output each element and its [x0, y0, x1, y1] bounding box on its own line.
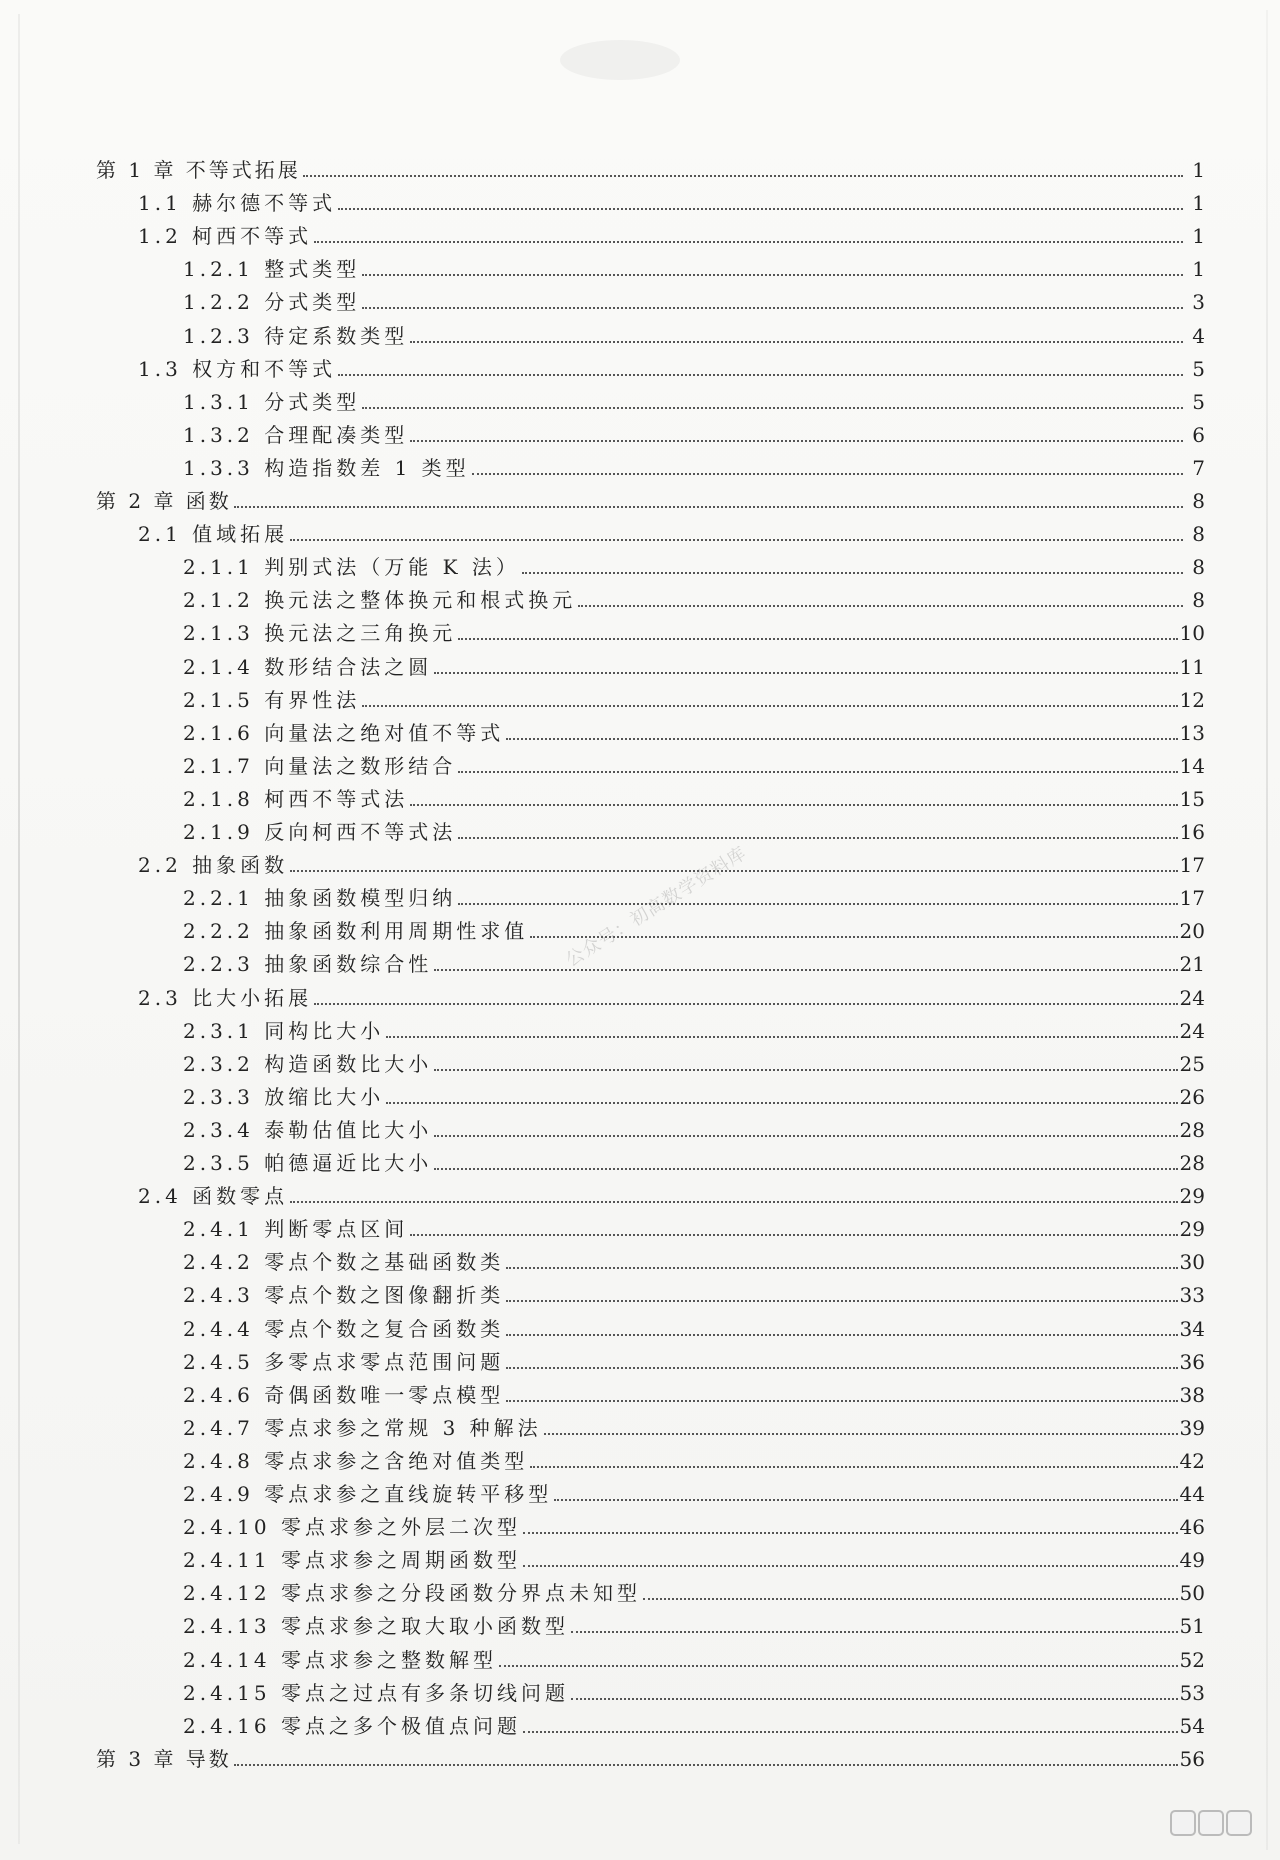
toc-subsection-entry[interactable] — [183, 1110, 1205, 1142]
toc-subsection-entry[interactable] — [183, 1242, 1205, 1274]
toc-page-number: 24 — [1179, 985, 1205, 1010]
toc-dot-leader — [434, 969, 1177, 971]
toc-entry-label: 1.2.3 待定系数类型 — [183, 323, 409, 348]
toc-dot-leader — [410, 804, 1177, 806]
toc-subsection-entry[interactable] — [183, 282, 1205, 314]
toc-page-number: 6 — [1192, 422, 1205, 447]
toc-entry-label: 2.4.11 零点求参之周期函数型 — [183, 1548, 521, 1573]
toc-entry-label: 2.4.9 零点求参之直线旋转平移型 — [183, 1482, 553, 1506]
toc-entry-label: 2.3.3 放缩比大小 — [183, 1084, 385, 1109]
toc-page-number: 51 — [1179, 1614, 1205, 1639]
toc-subsection-entry[interactable] — [183, 1706, 1205, 1738]
toc-page-number: 1 — [1192, 158, 1205, 182]
toc-page-number: 24 — [1179, 1018, 1205, 1043]
toc-entry-label: 2.4.2 零点个数之基础函数类 — [183, 1250, 505, 1275]
toc-entry-label: 2.3.4 泰勒估值比大小 — [183, 1117, 433, 1142]
toc-dot-leader — [506, 1400, 1177, 1402]
toc-dot-leader — [362, 307, 1183, 309]
scan-smudge — [560, 40, 680, 80]
toc-subsection-entry[interactable] — [183, 1540, 1205, 1572]
toc-entry-label: 2.1.7 向量法之数形结合 — [183, 753, 457, 778]
toc-subsection-entry[interactable] — [183, 316, 1205, 348]
toc-dot-leader — [472, 473, 1183, 475]
toc-subsection-entry[interactable] — [183, 1474, 1205, 1506]
toc-subsection-entry[interactable] — [183, 415, 1205, 447]
toc-entry-label: 2.4.10 零点求参之外层二次型 — [183, 1515, 521, 1540]
toc-subsection-entry[interactable] — [183, 812, 1205, 844]
toc-page-number: 17 — [1179, 853, 1205, 878]
toc-subsection-entry[interactable] — [183, 713, 1205, 745]
toc-entry-label: 2.1.3 换元法之三角换元 — [183, 621, 457, 646]
toc-dot-leader — [290, 539, 1183, 541]
toc-dot-leader — [410, 341, 1183, 343]
toc-dot-leader — [458, 837, 1177, 839]
toc-page-number: 5 — [1192, 356, 1205, 381]
toc-dot-leader — [523, 1532, 1178, 1534]
toc-entry-label: 2.3.2 构造函数比大小 — [183, 1051, 433, 1076]
toc-page-number: 46 — [1179, 1515, 1205, 1540]
toc-entry-label: 2.1.2 换元法之整体换元和根式换元 — [183, 588, 577, 613]
toc-page-number: 13 — [1179, 720, 1205, 745]
toc-entry-label: 2.3.1 同构比大小 — [183, 1018, 385, 1043]
toc-entry-label: 1.2.1 整式类型 — [183, 257, 361, 282]
toc-subsection-entry[interactable] — [183, 1640, 1205, 1672]
toc-entry-label: 2.4 函数零点 — [138, 1184, 289, 1209]
toc-dot-leader — [499, 1665, 1178, 1667]
toc-entry-label: 1.3 权方和不等式 — [138, 356, 337, 381]
toc-entry-label: 2.4.16 零点之多个极值点问题 — [183, 1713, 521, 1738]
toc-dot-leader — [544, 1433, 1178, 1435]
toc-section-entry[interactable] — [138, 349, 1205, 381]
toc-dot-leader — [434, 1069, 1177, 1071]
toc-entry-label: 2.1.1 判别式法（万能 K 法） — [183, 555, 520, 580]
toc-entry-label: 1.3.3 构造指数差 1 类型 — [183, 455, 470, 480]
toc-page-number: 29 — [1179, 1217, 1205, 1242]
toc-page-number: 44 — [1179, 1482, 1205, 1506]
toc-dot-leader — [523, 1565, 1178, 1567]
toc-dot-leader — [506, 1334, 1177, 1336]
toc-dot-leader — [434, 1135, 1177, 1137]
toc-subsection-entry[interactable] — [183, 1209, 1205, 1241]
toc-page-number: 3 — [1192, 290, 1205, 315]
toc-entry-label: 第 3 章 导数 — [96, 1746, 232, 1771]
toc-page-number: 53 — [1179, 1680, 1205, 1705]
toc-entry-label: 2.4.13 零点求参之取大取小函数型 — [183, 1614, 569, 1639]
toc-page-number: 42 — [1179, 1448, 1205, 1473]
toc-subsection-entry[interactable] — [183, 911, 1205, 943]
toc-dot-leader — [506, 1367, 1177, 1369]
toc-entry-label: 2.4.1 判断零点区间 — [183, 1217, 409, 1242]
scan-edge-left — [18, 14, 20, 1844]
toc-page-number: 4 — [1192, 323, 1205, 348]
toc-entry-label: 2.2 抽象函数 — [138, 853, 289, 878]
toc-subsection-entry[interactable] — [183, 1077, 1205, 1109]
toc-dot-leader — [434, 1168, 1177, 1170]
corner-mark — [1226, 1810, 1252, 1836]
toc-page-number: 56 — [1179, 1746, 1205, 1771]
toc-page-number: 8 — [1192, 588, 1205, 613]
toc-dot-leader — [338, 208, 1183, 210]
toc-page-number: 39 — [1179, 1415, 1205, 1440]
toc-dot-leader — [458, 903, 1177, 905]
scan-edge-right — [1266, 10, 1268, 1850]
toc-chapter-entry[interactable] — [96, 150, 1205, 182]
toc-subsection-entry[interactable] — [183, 1044, 1205, 1076]
toc-page-number: 54 — [1179, 1713, 1205, 1738]
toc-dot-leader — [410, 1234, 1177, 1236]
toc-section-entry[interactable] — [138, 183, 1205, 215]
toc-subsection-entry[interactable] — [183, 1011, 1205, 1043]
toc-dot-leader — [362, 407, 1183, 409]
toc-page-number: 49 — [1179, 1548, 1205, 1573]
toc-page-number: 36 — [1179, 1349, 1205, 1374]
toc-subsection-entry[interactable] — [183, 580, 1205, 612]
toc-page-number: 38 — [1179, 1382, 1205, 1407]
watermark: 公众号：初高数学资料库 — [562, 842, 751, 972]
toc-dot-leader — [234, 1764, 1178, 1766]
toc-page-number: 28 — [1179, 1151, 1205, 1175]
toc-page-number: 30 — [1179, 1250, 1205, 1275]
toc-entry-label: 2.3 比大小拓展 — [138, 985, 313, 1010]
toc-subsection-entry[interactable] — [183, 1573, 1205, 1605]
toc-subsection-entry[interactable] — [183, 547, 1205, 579]
toc-subsection-entry[interactable] — [183, 680, 1205, 712]
toc-dot-leader — [506, 738, 1177, 740]
toc-section-entry[interactable] — [138, 845, 1205, 877]
toc-subsection-entry[interactable] — [183, 779, 1205, 811]
toc-subsection-entry[interactable] — [183, 647, 1205, 679]
toc-section-entry[interactable] — [138, 1176, 1205, 1208]
toc-page-number: 33 — [1179, 1283, 1205, 1308]
toc-subsection-entry[interactable] — [183, 944, 1205, 976]
toc-entry-label: 1.3.2 合理配凑类型 — [183, 422, 409, 447]
toc-page-number: 34 — [1179, 1316, 1205, 1341]
toc-entry-label: 2.1.6 向量法之绝对值不等式 — [183, 720, 505, 745]
toc-page-number: 14 — [1179, 753, 1205, 778]
toc-entry-label: 2.3.5 帕德逼近比大小 — [183, 1151, 433, 1175]
toc-entry-label: 2.1.8 柯西不等式法 — [183, 786, 409, 811]
toc-page-number: 17 — [1179, 886, 1205, 911]
toc-subsection-entry[interactable] — [183, 1275, 1205, 1307]
toc-entry-label: 2.1.4 数形结合法之圆 — [183, 654, 433, 679]
toc-subsection-entry[interactable] — [183, 1507, 1205, 1539]
toc-dot-leader — [314, 241, 1183, 243]
toc-subsection-entry[interactable] — [183, 1143, 1205, 1175]
toc-page-number: 26 — [1179, 1084, 1205, 1109]
toc-dot-leader — [571, 1698, 1178, 1700]
toc-dot-leader — [314, 1003, 1177, 1005]
toc-page-number: 11 — [1179, 654, 1205, 679]
toc-dot-leader — [554, 1499, 1177, 1501]
toc-page-number: 21 — [1179, 952, 1205, 977]
toc-entry-label: 1.3.1 分式类型 — [183, 389, 361, 414]
toc-page-number: 25 — [1179, 1051, 1205, 1076]
toc-entry-label: 2.1.9 反向柯西不等式法 — [183, 820, 457, 844]
toc-entry-label: 2.4.3 零点个数之图像翻折类 — [183, 1283, 505, 1308]
toc-dot-leader — [303, 175, 1183, 177]
toc-dot-leader — [410, 440, 1183, 442]
toc-dot-leader — [458, 638, 1177, 640]
toc-page-number: 5 — [1192, 389, 1205, 414]
toc-page-number: 52 — [1179, 1647, 1205, 1672]
toc-page-number: 8 — [1192, 555, 1205, 580]
toc-page-number: 1 — [1192, 191, 1205, 216]
toc-page-number: 12 — [1179, 687, 1205, 712]
toc-subsection-entry[interactable] — [183, 1375, 1205, 1407]
toc-page-number: 10 — [1179, 621, 1205, 646]
toc-entry-label: 1.2 柯西不等式 — [138, 224, 313, 249]
toc-entry-label: 2.4.5 多零点求零点范围问题 — [183, 1349, 505, 1374]
toc-page-number: 20 — [1179, 919, 1205, 944]
toc-dot-leader — [571, 1631, 1178, 1633]
toc-page-number: 8 — [1192, 522, 1205, 547]
toc-dot-leader — [578, 605, 1183, 607]
toc-subsection-entry[interactable] — [183, 1309, 1205, 1341]
toc-chapter-entry[interactable] — [96, 481, 1205, 513]
toc-entry-label: 2.1.5 有界性法 — [183, 687, 361, 712]
toc-section-entry[interactable] — [138, 216, 1205, 248]
toc-dot-leader — [458, 771, 1177, 773]
toc-dot-leader — [362, 274, 1183, 276]
toc-entry-label: 2.4.12 零点求参之分段函数分界点未知型 — [183, 1581, 641, 1606]
toc-entry-label: 2.4.15 零点之过点有多条切线问题 — [183, 1680, 569, 1705]
toc-dot-leader — [290, 1201, 1177, 1203]
toc-subsection-entry[interactable] — [183, 746, 1205, 778]
toc-dot-leader — [234, 506, 1183, 508]
toc-entry-label: 第 1 章 不等式拓展 — [96, 158, 301, 182]
toc-page-number: 1 — [1192, 257, 1205, 282]
toc-entry-label: 2.2.1 抽象函数模型归纳 — [183, 886, 457, 911]
toc-subsection-entry[interactable] — [183, 613, 1205, 645]
toc-page-number: 16 — [1179, 820, 1205, 844]
toc-dot-leader — [338, 374, 1183, 376]
toc-page-number: 28 — [1179, 1117, 1205, 1142]
toc-entry-label: 2.4.4 零点个数之复合函数类 — [183, 1316, 505, 1341]
toc-dot-leader — [506, 1300, 1177, 1302]
toc-dot-leader — [643, 1598, 1178, 1600]
toc-entry-label: 第 2 章 函数 — [96, 489, 232, 513]
toc-dot-leader — [530, 1466, 1177, 1468]
toc-dot-leader — [506, 1267, 1177, 1269]
toc-subsection-entry[interactable] — [183, 448, 1205, 480]
toc-section-entry[interactable] — [138, 978, 1205, 1010]
toc-entry-label: 2.1 值域拓展 — [138, 522, 289, 547]
toc-dot-leader — [362, 705, 1177, 707]
corner-mark — [1198, 1810, 1224, 1836]
toc-subsection-entry[interactable] — [183, 1408, 1205, 1440]
toc-page-number: 1 — [1192, 224, 1205, 249]
toc-dot-leader — [434, 672, 1177, 674]
toc-subsection-entry[interactable] — [183, 1441, 1205, 1473]
corner-mark — [1170, 1810, 1196, 1836]
toc-dot-leader — [386, 1036, 1177, 1038]
toc-subsection-entry[interactable] — [183, 249, 1205, 281]
toc-entry-label: 1.2.2 分式类型 — [183, 290, 361, 315]
toc-page-number: 50 — [1179, 1581, 1205, 1606]
toc-dot-leader — [386, 1102, 1177, 1104]
toc-entry-label: 2.2.2 抽象函数利用周期性求值 — [183, 919, 529, 944]
toc-chapter-entry[interactable] — [96, 1739, 1205, 1771]
toc-subsection-entry[interactable] — [183, 382, 1205, 414]
toc-entry-label: 1.1 赫尔德不等式 — [138, 191, 337, 216]
toc-entry-label: 2.4.8 零点求参之含绝对值类型 — [183, 1448, 529, 1473]
toc-subsection-entry[interactable] — [183, 1342, 1205, 1374]
toc-entry-label: 2.4.7 零点求参之常规 3 种解法 — [183, 1415, 542, 1440]
toc-page-number: 7 — [1192, 455, 1205, 480]
toc-section-entry[interactable] — [138, 514, 1205, 546]
toc-page-number: 15 — [1179, 786, 1205, 811]
toc-dot-leader — [523, 1731, 1178, 1733]
toc-dot-leader — [522, 572, 1183, 574]
toc-subsection-entry[interactable] — [183, 1673, 1205, 1705]
toc-entry-label: 2.4.14 零点求参之整数解型 — [183, 1647, 497, 1672]
toc-subsection-entry[interactable] — [183, 1606, 1205, 1638]
toc-entry-label: 2.4.6 奇偶函数唯一零点模型 — [183, 1382, 505, 1407]
toc-page-number: 29 — [1179, 1184, 1205, 1209]
toc-page-number: 8 — [1192, 489, 1205, 513]
toc-entry-label: 2.2.3 抽象函数综合性 — [183, 952, 433, 977]
